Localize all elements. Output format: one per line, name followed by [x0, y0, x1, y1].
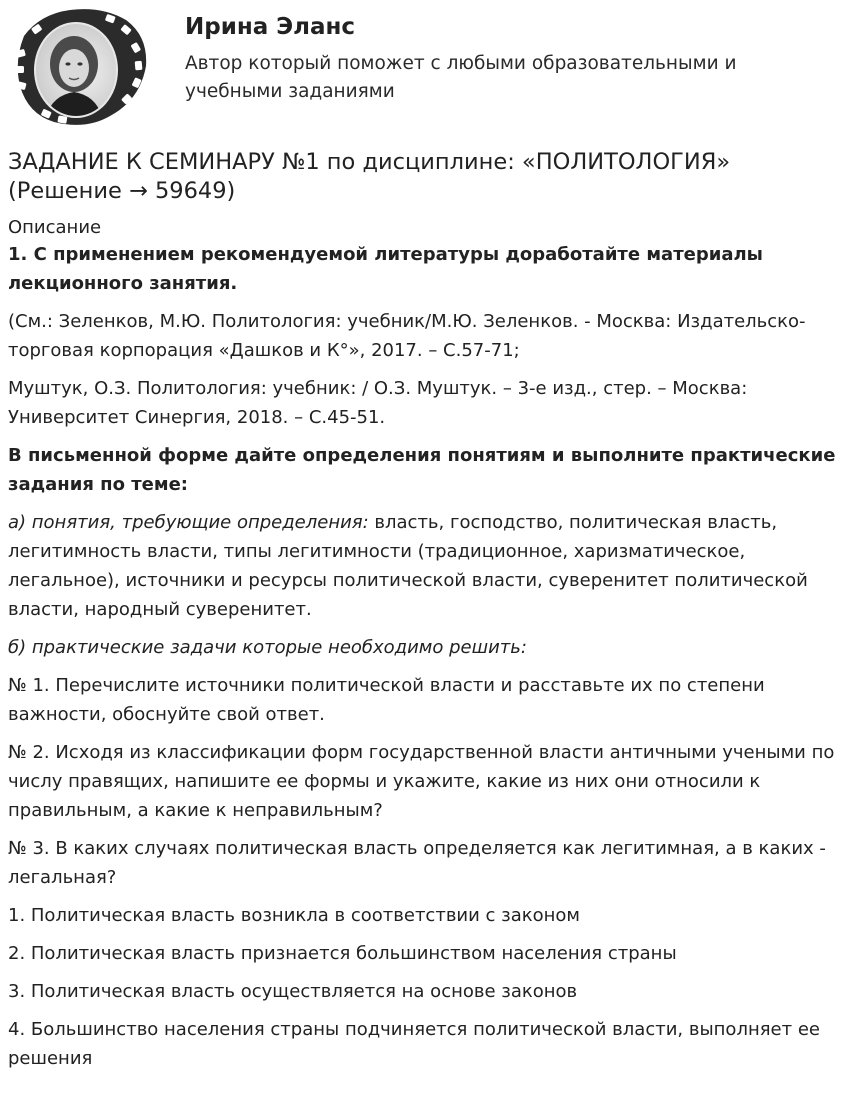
page-title: ЗАДАНИЕ К СЕМИНАРУ №1 по дисциплине: «ПОЛИТОЛОГИЯ» (Решение → 59649): [8, 149, 731, 204]
practical-task-1: № 1. Перечислите источники политической власти и расставьте их по степени важности, обоснуйте свой ответ.: [8, 675, 765, 725]
option-3: 3. Политическая власть осуществляется на основе законов: [8, 981, 578, 1002]
avatar: [6, 6, 152, 128]
written-task-heading: В письменной форме дайте определения понятиям и выполните практические задания по теме:: [8, 445, 836, 495]
author-name: Ирина Эланс: [185, 14, 356, 40]
author-photo-film-frame-icon: [6, 6, 152, 128]
option-2: 2. Политическая власть признается большинством населения страны: [8, 943, 677, 964]
option-1: 1. Политическая власть возникла в соответствии с законом: [8, 905, 581, 926]
practical-label: б) практические задачи которые необходимо решить:: [8, 637, 527, 658]
reference-1: (См.: Зеленков, М.Ю. Политология: учебник/М.Ю. Зеленков. - Москва: Издательско-торговая корпорация «Дашков и К°», 2017. – С.57-71;: [8, 311, 806, 361]
concepts-text: власть, господство, политическая власть, легитимность власти, типы легитимности (традиционное, харизматическое, легальное), источники и ресурсы политической власти, суверенитет политической власти, народный суверенитет.: [8, 512, 808, 620]
option-4: 4. Большинство населения страны подчиняется политической власти, выполняет ее решения: [8, 1019, 820, 1069]
practical-task-2: № 2. Исходя из классификации форм государственной власти античными учеными по числу правящих, напишите ее формы и укажите, какие из них они относили к правильным, а какие к неправильным?: [8, 742, 835, 821]
document-content: [8, 148, 840, 1082]
concepts-label: а) понятия, требующие определения:: [8, 512, 369, 533]
description-label: Описание: [8, 217, 102, 238]
concepts-paragraph: [8, 508, 840, 624]
task1-heading: 1. С применением рекомендуемой литературы доработайте материалы лекционного занятия.: [8, 244, 763, 294]
author-header: [0, 0, 847, 140]
author-description: Автор который поможет с любыми образовательными и учебными заданиями: [185, 53, 737, 102]
reference-2: Муштук, О.З. Политология: учебник: / О.З. Муштук. – 3-е изд., стер. – Москва: Университет Синергия, 2018. – С.45-51.: [8, 378, 748, 428]
practical-task-3: № 3. В каких случаях политическая власть определяется как легитимная, а в каких - легальная?: [8, 838, 826, 888]
